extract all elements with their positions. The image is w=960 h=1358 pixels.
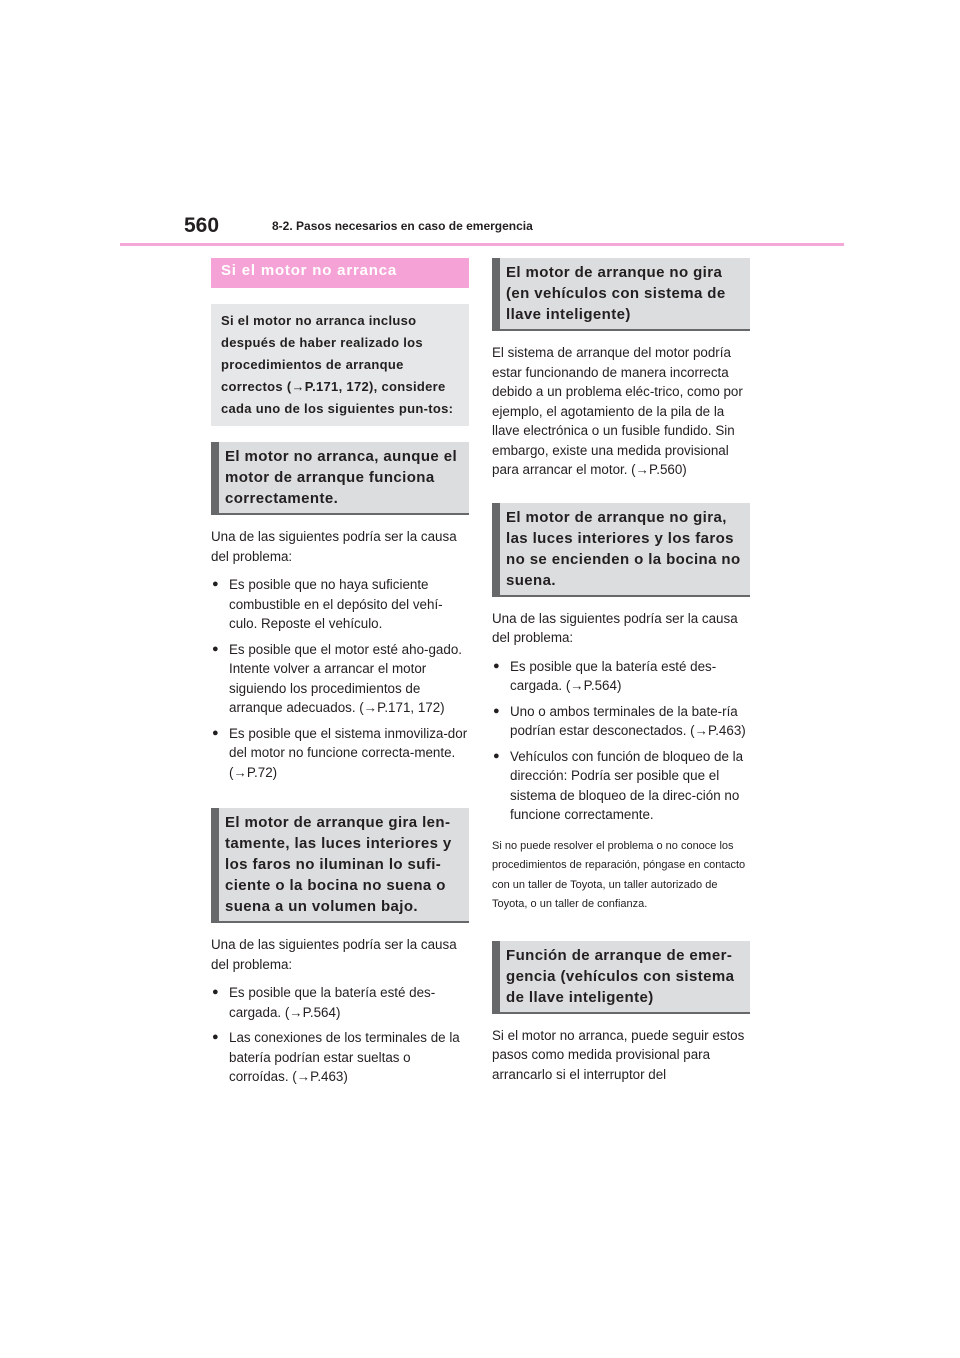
paragraph: Si el motor no arranca, puede seguir estos pasos como medida provisional para arrancarlo si el interruptor del [492,1027,745,1082]
spacer [492,927,750,941]
bullet-list [211,983,469,1087]
header-divider [120,243,844,246]
paragraph: Una de las siguientes podría ser la causa del problema: [492,610,738,645]
paragraph: Una de las siguientes podría ser la causa del problema: [211,937,457,972]
main-heading: Si el motor no arranca [211,258,469,288]
spacer [492,489,750,503]
page-number: 560 [184,214,220,237]
intro-box: Si el motor no arranca incluso después de haber realizado los procedimientos de arranque correctos (→P.171, 172), considere cada uno de los siguientes pun-tos: [211,304,469,426]
paragraph: El sistema de arranque del motor podría estar funcionando de manera incorrecta debido a un problema eléc-trico, como por ejemplo, el agotamiento de la pila de la llave electrónica o un fusible fundido. Sin embargo, existe una medida provisional para arrancar el motor. (→P.560) [492,345,743,477]
list-item: ● Es posible que la batería esté des-cargada. (→P.564) [211,983,469,1022]
subheading-starter-no-turn-lights-off: El motor de arranque no gira, las luces interiores y los faros no se encienden o la bocina no suena. [492,503,750,597]
list-item: ● Las conexiones de los terminales de la batería podrían estar sueltas o corroídas. (→P.463) [211,1028,469,1087]
list-item: ● Es posible que el motor esté aho-gado. Intente volver a arrancar el motor siguiendo los procedimientos de arranque adecuados. (→P.171, 172) [211,640,469,718]
right-column [492,258,750,1093]
list-item: ● Es posible que no haya suficiente combustible en el depósito del vehí-culo. Reposte el vehículo. [211,575,469,634]
list-item: ● Vehículos con función de bloqueo de la dirección: Podría ser posible que el sistema de bloqueo de la direc-ción no funcione correctamente. [492,747,750,825]
section-title: 8-2. Pasos necesarios en caso de emergencia [272,219,533,233]
list-item: ● Uno o ambos terminales de la bate-ría podrían estar desconectados. (→P.463) [492,702,750,741]
left-column [211,258,469,1099]
subheading-starter-no-turn-smart-key: El motor de arranque no gira (en vehículos con sistema de llave inteligente) [492,258,750,331]
bullet-list [492,657,750,825]
paragraph: Una de las siguientes podría ser la causa del problema: [211,529,457,564]
list-item: ● Es posible que la batería esté des-cargada. (→P.564) [492,657,750,696]
subheading-emergency-start: Función de arranque de emer-gencia (vehículos con sistema de llave inteligente) [492,941,750,1014]
list-item: ● Es posible que el sistema inmoviliza-dor del motor no funcione correcta-mente. (→P.72) [211,724,469,783]
subheading-starter-works: El motor no arranca, aunque el motor de arranque funciona correctamente. [211,442,469,515]
bullet-list [211,575,469,782]
subheading-starter-slow: El motor de arranque gira len-tamente, las luces interiores y los faros no iluminan lo sufi-ciente o la bocina no suena o suena a un volumen bajo. [211,808,469,923]
note-text: Si no puede resolver el problema o no conoce los procedimientos de reparación, póngase en contacto con un taller de Toyota, un taller autorizado de Toyota, o un taller de confianza. [492,839,746,910]
spacer [211,794,469,808]
